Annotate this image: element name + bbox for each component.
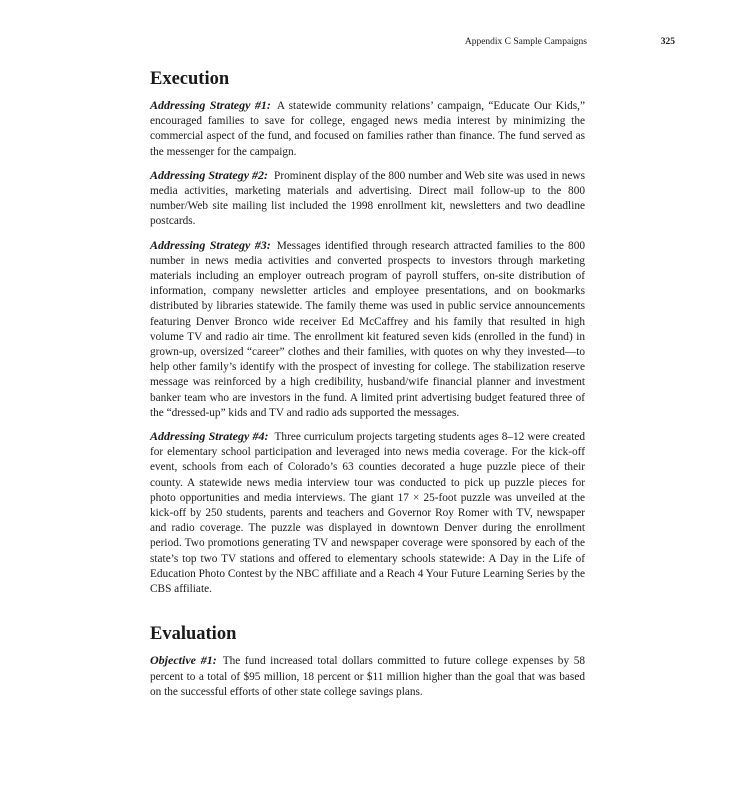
strategy-lead: Addressing Strategy #4: bbox=[150, 429, 269, 444]
execution-heading: Execution bbox=[150, 69, 230, 89]
objective-paragraph bbox=[150, 653, 585, 700]
strategy-paragraph bbox=[150, 168, 585, 230]
evaluation-heading: Evaluation bbox=[150, 624, 237, 645]
strategy-text: A statewide community relations’ campaign, “Educate Our Kids,” encouraged families to save for college, engaged news media interest by minimizing the commercial aspect of the fund, and focused on families rather than finance. The fund served as the messenger for the campaign. bbox=[150, 100, 585, 158]
running-title: Appendix C Sample Campaigns bbox=[464, 37, 587, 47]
strategy-lead: Addressing Strategy #3: bbox=[150, 237, 271, 252]
strategy-paragraph bbox=[150, 429, 585, 597]
page-number: 325 bbox=[660, 37, 675, 47]
strategy-text: Messages identified through research attracted families to the 800 number in news media activities and converted prospects to investors through marketing materials including an employer outreach program of payroll stuffers, on-site distribution of information, company newsletter articles and employee presentations, and on bookmarks distributed by libraries statewide. The family theme was used in public service announcements featuring Denver Bronco wide receiver Ed McCaffrey and his family that resulted in high volume TV and radio air time. The enrollment kit featured seven kids (enrolled in the fund) in grown-up, oversized “career” clothes and their families, with quotes on why they invested—to help other family’s identify with the prospect of investing for college. The stabilization reserve message was reinforced by a high credibility, husband/wife financial planner and investment banker team who are investors in the fund. A limited print advertising budget featured three of the “dressed-up” kids and TV and radio ads supported the messages. bbox=[150, 239, 585, 419]
strategy-paragraph bbox=[150, 98, 585, 160]
strategy-text: Prominent display of the 800 number and Web site was used in news media activities, marketing materials and advertising. Direct mail follow-up to the 800 number/Web site mailing list included the 1998 enrollment kit, newsletters and two deadline postcards. bbox=[150, 169, 585, 228]
strategy-paragraph bbox=[150, 238, 585, 421]
objective-lead: Objective #1: bbox=[150, 653, 217, 668]
running-head bbox=[0, 37, 735, 51]
objective-text: The fund increased total dollars committed to future college expenses by 58 percent to a total of $95 million, 18 percent or $11 million higher than the goal that was based on the successful efforts of other state college savings plans. bbox=[150, 655, 585, 698]
strategy-lead: Addressing Strategy #1: bbox=[150, 98, 271, 112]
strategy-text: Three curriculum projects targeting students ages 8–12 were created for elementary school participation and leveraged into news media coverage. For the kick-off event, schools from each of Colorado’s 63 counties decorated a huge puzzle piece of their county. A statewide news media interview tour was conducted to pick up puzzle pieces for photo opportunities and media interviews. The giant 17 × 25-foot puzzle was unveiled at the kick-off by 250 students, parents and teachers and Governor Roy Romer with TV, newspaper and radio coverage. The puzzle was displayed in downtown Denver during the enrollment period. Two promotions generating TV and newspaper coverage were sponsored by each of the state’s top two TV stations and offered to elementary schools statewide: A Day in the Life of Education Photo Contest by the NBC affiliate and a Reach 4 Your Future Learning Series by the CBS affiliate. bbox=[150, 431, 585, 596]
page-content bbox=[150, 68, 585, 708]
strategy-lead: Addressing Strategy #2: bbox=[150, 167, 269, 182]
